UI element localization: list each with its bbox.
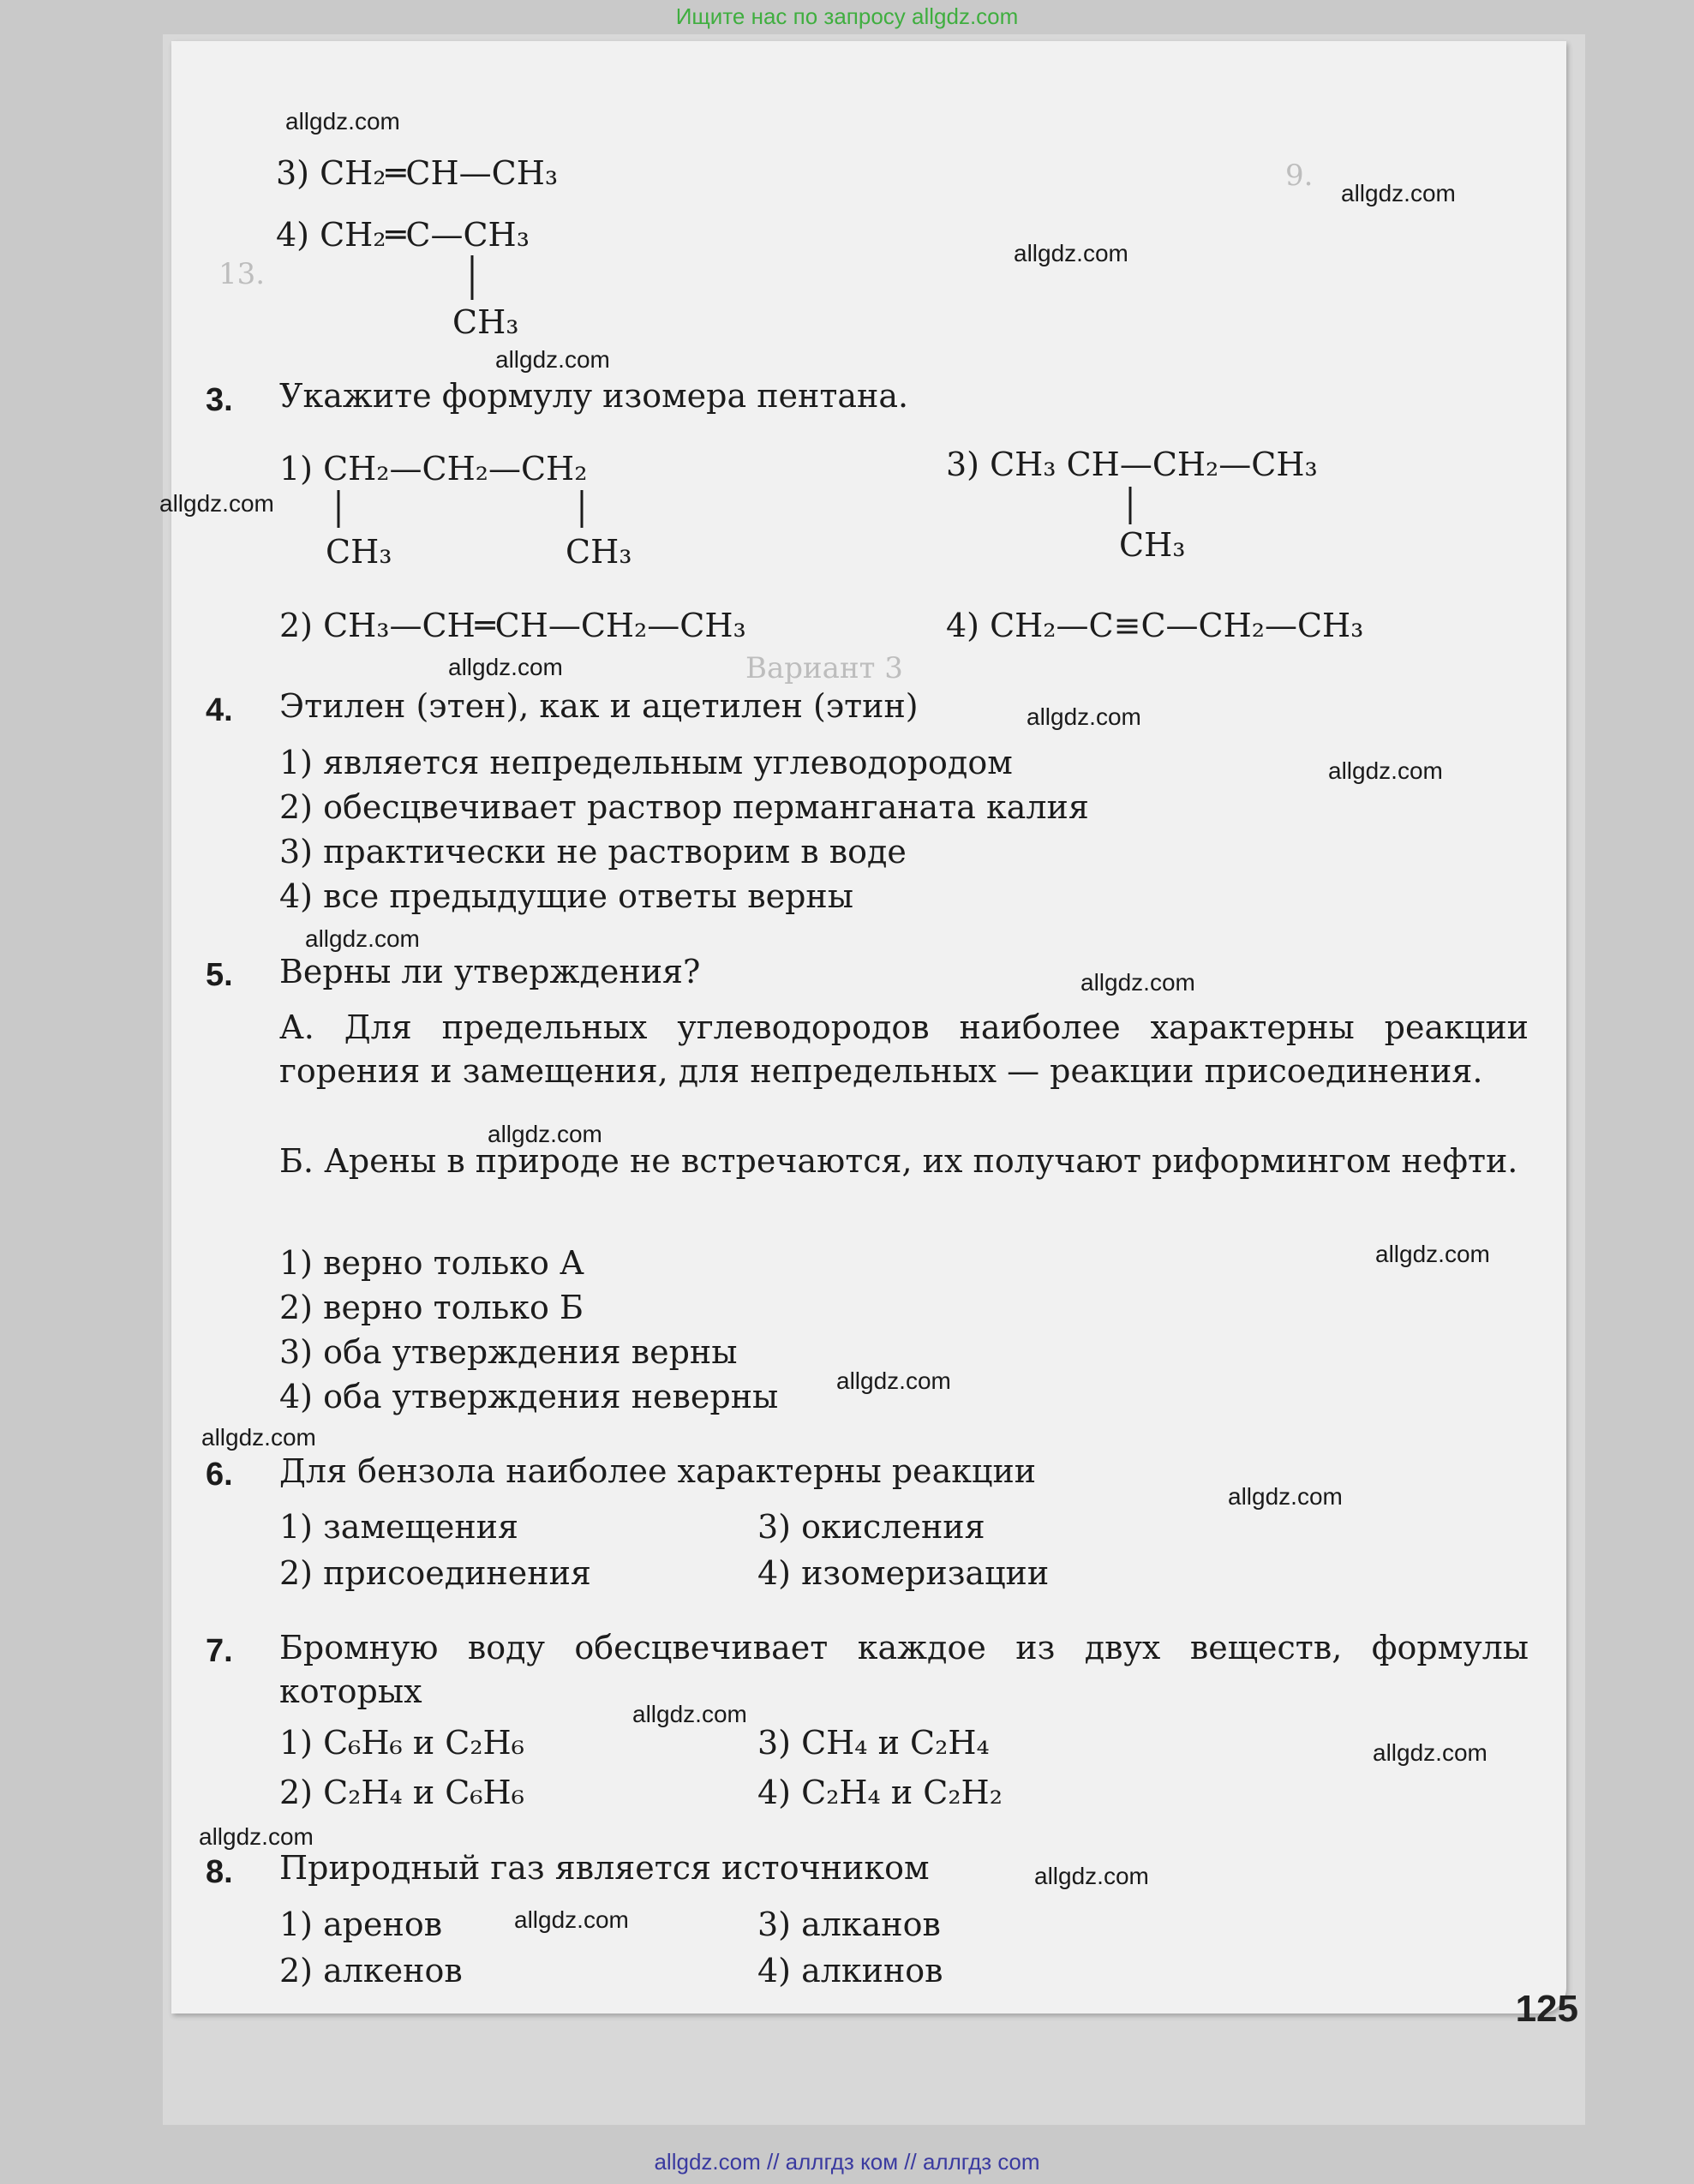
q3-option-3-branch: CH₃ bbox=[1119, 526, 1186, 564]
q4-option-4: 4) все предыдущие ответы верны bbox=[279, 877, 853, 915]
question-8-number: 8. bbox=[206, 1854, 233, 1890]
watermark: allgdz.com bbox=[1014, 240, 1128, 266]
watermark: allgdz.com bbox=[159, 490, 274, 517]
q3-option-1-branch-2: CH₃ bbox=[566, 533, 632, 571]
q7-option-4: 4) C₂H₄ и C₂H₂ bbox=[757, 1774, 1003, 1811]
bond-line bbox=[579, 490, 584, 528]
q8-option-2: 2) алкенов bbox=[279, 1952, 463, 1990]
q7-option-2: 2) C₂H₄ и C₆H₆ bbox=[279, 1774, 524, 1811]
watermark: allgdz.com bbox=[836, 1367, 951, 1394]
watermark: allgdz.com bbox=[632, 1701, 747, 1727]
q4-option-1: 1) является непредельным углеводородом bbox=[279, 744, 1013, 781]
watermark: allgdz.com bbox=[1375, 1241, 1490, 1267]
q7-option-3: 3) CH₄ и C₂H₄ bbox=[757, 1724, 990, 1762]
watermark: allgdz.com bbox=[1034, 1863, 1149, 1889]
question-6-number: 6. bbox=[206, 1457, 233, 1493]
bottom-banner: allgdz.com // аллгдз ком // аллгдз com bbox=[654, 2149, 1040, 2175]
watermark: allgdz.com bbox=[488, 1121, 602, 1147]
bond-line bbox=[1128, 487, 1133, 524]
watermark: allgdz.com bbox=[1341, 180, 1456, 206]
q6-option-2: 2) присоединения bbox=[279, 1554, 591, 1592]
question-8-text: Природный газ является источником bbox=[279, 1849, 930, 1887]
bond-line bbox=[470, 255, 475, 300]
q2-option-3: 3) CH₂═CH—CH₃ bbox=[276, 154, 559, 192]
q5-option-2: 2) верно только Б bbox=[279, 1289, 584, 1326]
q5-option-1: 1) верно только А bbox=[279, 1244, 584, 1282]
watermark: allgdz.com bbox=[448, 654, 563, 680]
question-3-text: Укажите формулу изомера пентана. bbox=[279, 377, 909, 415]
statement-a: А. Для предельных углеводородов наиболее характерны реакции горения и замещения, для непредельных — реакции присоединения. bbox=[279, 1008, 1529, 1091]
q6-option-4: 4) изомеризации bbox=[757, 1554, 1050, 1592]
q2-option-4: 4) CH₂═C—CH₃ bbox=[276, 216, 530, 254]
watermark: allgdz.com bbox=[1373, 1739, 1487, 1766]
bleed-through-text: 13. bbox=[218, 257, 266, 291]
watermark: allgdz.com bbox=[1328, 757, 1443, 784]
watermark: allgdz.com bbox=[201, 1424, 316, 1451]
q2-option-4-branch: CH₃ bbox=[452, 303, 519, 341]
watermark: allgdz.com bbox=[199, 1823, 314, 1850]
question-6-text: Для бензола наиболее характерны реакции bbox=[279, 1452, 1037, 1490]
question-5-text: Верны ли утверждения? bbox=[279, 953, 701, 990]
q3-option-4: 4) CH₂—C≡C—CH₂—CH₃ bbox=[946, 607, 1364, 644]
watermark: allgdz.com bbox=[305, 925, 420, 952]
question-4-number: 4. bbox=[206, 692, 233, 728]
watermark: allgdz.com bbox=[1080, 969, 1195, 996]
q3-option-1-branch-1: CH₃ bbox=[326, 533, 392, 571]
q8-option-4: 4) алкинов bbox=[757, 1952, 943, 1990]
q5-option-4: 4) оба утверждения неверны bbox=[279, 1378, 779, 1415]
watermark: allgdz.com bbox=[495, 346, 610, 373]
q7-option-1: 1) C₆H₆ и C₂H₆ bbox=[279, 1724, 524, 1762]
watermark: allgdz.com bbox=[1027, 703, 1141, 730]
question-7-text: Бромную воду обесцвечивает каждое из двух веществ, формулы которых bbox=[279, 1629, 1529, 1711]
top-banner: Ищите нас по запросу allgdz.com bbox=[675, 3, 1019, 29]
bond-line bbox=[336, 490, 341, 528]
bleed-through-text: 9. bbox=[1285, 159, 1314, 193]
statement-b: Б. Арены в природе не встречаются, их получают риформингом нефти. bbox=[279, 1142, 1518, 1180]
question-7-number: 7. bbox=[206, 1633, 233, 1669]
q4-option-2: 2) обесцвечивает раствор перманганата калия bbox=[279, 788, 1089, 826]
watermark: allgdz.com bbox=[514, 1906, 629, 1933]
page-number: 125 bbox=[1515, 1988, 1578, 2030]
q6-option-1: 1) замещения bbox=[279, 1508, 518, 1546]
q3-option-3: 3) CH₃ CH—CH₂—CH₃ bbox=[946, 446, 1318, 483]
q8-option-3: 3) алканов bbox=[757, 1906, 941, 1943]
watermark: allgdz.com bbox=[285, 108, 400, 135]
q5-option-3: 3) оба утверждения верны bbox=[279, 1333, 738, 1371]
question-4-text: Этилен (этен), как и ацетилен (этин) bbox=[279, 687, 919, 725]
question-5-number: 5. bbox=[206, 957, 233, 993]
q6-option-3: 3) окисления bbox=[757, 1508, 985, 1546]
q3-option-2: 2) CH₃—CH═CH—CH₂—CH₃ bbox=[279, 607, 746, 644]
q8-option-1: 1) аренов bbox=[279, 1906, 443, 1943]
question-3-number: 3. bbox=[206, 382, 233, 418]
watermark: allgdz.com bbox=[1228, 1483, 1343, 1510]
q4-option-3: 3) практически не растворим в воде bbox=[279, 833, 907, 871]
bleed-through-text: Вариант 3 bbox=[745, 651, 903, 685]
q3-option-1: 1) CH₂—CH₂—CH₂ bbox=[279, 450, 588, 488]
